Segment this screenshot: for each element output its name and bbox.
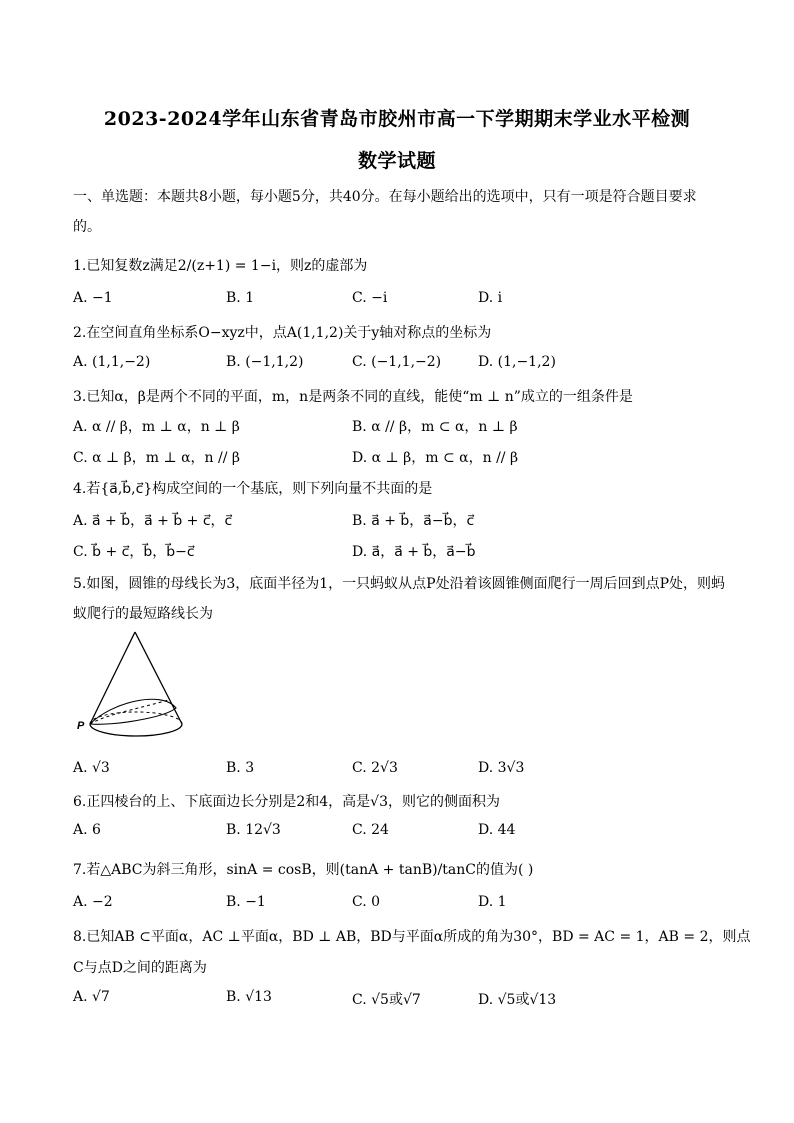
q5-option-a: A. √3 xyxy=(73,760,110,776)
q2-option-a: A. (1,1,−2) xyxy=(73,354,151,370)
cone-figure xyxy=(72,630,192,748)
q8-option-b: B. √13 xyxy=(226,989,272,1005)
q1-option-a: A. −1 xyxy=(73,290,113,306)
q5-option-b: B. 3 xyxy=(226,760,255,776)
question-5: 5.如图，圆锥的母线长为3，底面半径为1，一只蚂蚁从点P处沿着该圆锥侧面爬行一周后回到点P处，则蚂 xyxy=(73,576,726,592)
q1-option-c: C. −i xyxy=(352,290,388,306)
question-4: 4.若{a⃗,b⃗,c⃗}构成空间的一个基底，则下列向量不共面的是 xyxy=(73,481,433,497)
question-3: 3.已知α，β是两个不同的平面，m，n是两条不同的直线，能使“m ⊥ n”成立的一组条件是 xyxy=(73,389,633,405)
q8-option-a: A. √7 xyxy=(73,989,110,1005)
q3-option-b: B. α // β，m ⊂ α，n ⊥ β xyxy=(352,419,518,435)
q6-option-a: A. 6 xyxy=(73,822,101,838)
exam-subtitle: 数学试题 xyxy=(357,150,436,172)
q3-option-a: A. α // β，m ⊥ α，n ⊥ β xyxy=(73,419,240,435)
question-8-cont: C与点D之间的距离为 xyxy=(73,960,207,976)
question-2: 2.在空间直角坐标系O−xyz中，点A(1,1,2)关于y轴对称点的坐标为 xyxy=(73,325,492,341)
q5-option-c: C. 2√3 xyxy=(352,760,398,776)
q1-option-d: D. i xyxy=(478,290,503,306)
section-instruction-cont: 的。 xyxy=(73,219,101,235)
q4-option-c: C. b⃗ + c⃗，b⃗，b⃗−c⃗ xyxy=(73,544,195,560)
question-1: 1.已知复数z满足2/(z+1) = 1−i，则z的虚部为 xyxy=(73,258,368,274)
point-p-label: P xyxy=(77,720,85,732)
q8-option-c: C. √5或√7 xyxy=(352,992,421,1008)
question-7: 7.若△ABC为斜三角形，sinA = cosB，则(tanA + tanB)/tanC的值为( ) xyxy=(73,862,534,878)
q6-option-c: C. 24 xyxy=(352,822,389,838)
q6-option-b: B. 12√3 xyxy=(226,822,281,838)
q7-option-b: B. −1 xyxy=(226,894,266,910)
q7-option-d: D. 1 xyxy=(478,894,507,910)
question-6: 6.正四棱台的上、下底面边长分别是2和4，高是√3，则它的侧面积为 xyxy=(73,794,500,810)
question-5-cont: 蚁爬行的最短路线长为 xyxy=(73,606,213,622)
section-instruction: 一、单选题：本题共8小题，每小题5分，共40分。在每小题给出的选项中，只有一项是符合题目要求 xyxy=(73,189,697,205)
q5-option-d: D. 3√3 xyxy=(478,760,525,776)
q4-option-a: A. a⃗ + b⃗，a⃗ + b⃗ + c⃗，c⃗ xyxy=(73,513,233,529)
q8-option-d: D. √5或√13 xyxy=(478,992,557,1008)
question-8: 8.已知AB ⊂平面α，AC ⊥平面α，BD ⊥ AB，BD与平面α所成的角为30°，BD = AC = 1，AB = 2，则点 xyxy=(73,929,751,945)
q2-option-c: C. (−1,1,−2) xyxy=(352,354,442,370)
q2-option-b: B. (−1,1,2) xyxy=(226,354,304,370)
exam-title: 2023-2024学年山东省青岛市胶州市高一下学期期末学业水平检测 xyxy=(103,108,691,130)
q3-option-c: C. α ⊥ β，m ⊥ α，n // β xyxy=(73,450,240,466)
q7-option-c: C. 0 xyxy=(352,894,381,910)
q7-option-a: A. −2 xyxy=(73,894,113,910)
q1-option-b: B. 1 xyxy=(226,290,255,306)
q6-option-d: D. 44 xyxy=(478,822,516,838)
q2-option-d: D. (1,−1,2) xyxy=(478,354,556,370)
q4-option-b: B. a⃗ + b⃗，a⃗−b⃗，c⃗ xyxy=(352,513,475,529)
q4-option-d: D. a⃗，a⃗ + b⃗，a⃗−b⃗ xyxy=(352,544,476,560)
q3-option-d: D. α ⊥ β，m ⊂ α，n // β xyxy=(352,450,519,466)
